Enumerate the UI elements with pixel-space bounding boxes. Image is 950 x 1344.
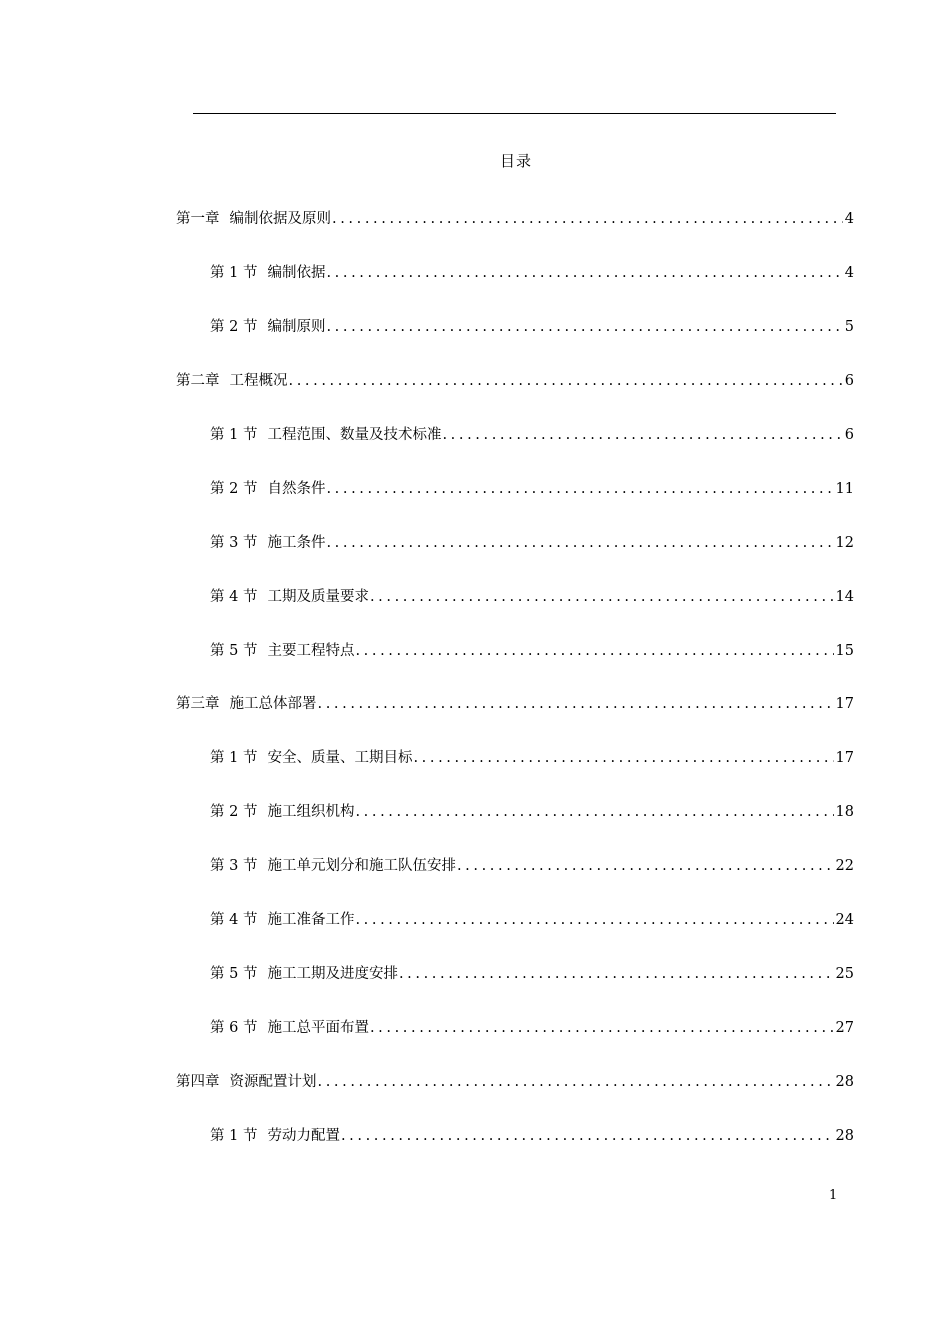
- toc-chapter-entry[interactable]: [176, 1070, 854, 1090]
- toc-entry-page: 4: [844, 264, 854, 281]
- dot-leader: [355, 643, 833, 659]
- toc-section-entry[interactable]: [210, 854, 854, 874]
- toc-entry-page: 4: [844, 211, 854, 227]
- toc-entry-label: [176, 369, 288, 390]
- toc-entry-text: 工程范围、数量及技术标准: [267, 426, 442, 443]
- toc-entry-number: 第 2 节: [210, 480, 258, 497]
- toc-entry-number: 第三章: [176, 696, 220, 713]
- toc-entry-label: [210, 746, 412, 767]
- toc-entry-label: [210, 962, 398, 983]
- toc-section-entry[interactable]: [210, 800, 854, 820]
- toc-entry-number: 第 2 节: [210, 318, 258, 335]
- toc-entry-label: [210, 315, 325, 336]
- toc-entry-page: 27: [835, 1020, 854, 1037]
- toc-entry-page: 18: [835, 804, 854, 821]
- dot-leader: [326, 265, 842, 281]
- toc-entry-number: 第二章: [176, 372, 220, 389]
- dot-leader: [457, 858, 834, 874]
- dot-leader: [318, 1074, 834, 1090]
- toc-entry-label: [210, 477, 325, 498]
- toc-entry-label: [210, 1016, 369, 1037]
- dot-leader: [442, 427, 842, 443]
- toc-section-entry[interactable]: [210, 908, 854, 928]
- toc-entry-number: 第 6 节: [210, 1020, 258, 1037]
- toc-entry-text: 主要工程特点: [267, 642, 355, 659]
- toc-entry-page: 5: [844, 318, 854, 335]
- dot-leader: [318, 696, 834, 712]
- toc-section-entry[interactable]: [210, 423, 854, 443]
- toc-section-entry[interactable]: [210, 1016, 854, 1036]
- toc-entry-number: 第 3 节: [210, 534, 258, 551]
- toc-entry-number: 第 1 节: [210, 264, 258, 281]
- toc-entry-text: 资源配置计划: [229, 1074, 317, 1091]
- toc-entry-page: 11: [835, 480, 854, 497]
- toc-entry-label: [210, 261, 325, 282]
- toc-entry-text: 施工条件: [267, 534, 326, 551]
- toc-entry-text: 施工单元划分和施工队伍安排: [267, 858, 456, 875]
- toc-entry-page: 28: [835, 1074, 854, 1091]
- toc-entry-text: 施工准备工作: [267, 912, 355, 929]
- toc-entry-text: 施工组织机构: [267, 804, 355, 821]
- toc-section-entry[interactable]: [210, 261, 854, 281]
- toc-entry-page: 17: [835, 750, 854, 767]
- dot-leader: [332, 211, 843, 227]
- toc-entry-number: 第 1 节: [210, 426, 258, 443]
- toc-entry-label: [210, 1124, 340, 1145]
- toc-entry-label: [176, 692, 317, 713]
- toc-section-entry[interactable]: [210, 1124, 854, 1144]
- toc-entry-page: 6: [844, 372, 854, 389]
- toc-entry-label: [210, 800, 354, 821]
- toc-chapter-entry[interactable]: [176, 207, 854, 227]
- toc-entry-number: 第 4 节: [210, 588, 258, 605]
- toc-entry-label: [210, 423, 441, 444]
- toc-section-entry[interactable]: [210, 315, 854, 335]
- toc-entry-label: [210, 585, 369, 606]
- dot-leader: [355, 804, 833, 820]
- dot-leader: [326, 481, 833, 497]
- dot-leader: [326, 535, 833, 551]
- toc-entry-number: 第 5 节: [210, 642, 258, 659]
- toc-entry-text: 编制依据: [267, 264, 326, 281]
- toc-entry-label: [210, 531, 325, 552]
- toc-section-entry[interactable]: [210, 585, 854, 605]
- toc-entry-page: 14: [835, 588, 854, 605]
- toc-entry-label: [210, 908, 354, 929]
- dot-leader: [370, 1020, 834, 1036]
- toc-section-entry[interactable]: [210, 746, 854, 766]
- toc-entry-page: 12: [835, 534, 854, 551]
- toc-entry-number: 第四章: [176, 1074, 220, 1091]
- toc-entry-number: 第 1 节: [210, 750, 258, 767]
- toc-entry-text: 施工工期及进度安排: [267, 966, 398, 983]
- dot-leader: [399, 966, 834, 982]
- page-number: 1: [829, 1188, 838, 1203]
- toc-entry-page: 17: [835, 696, 854, 713]
- toc-entry-page: 15: [835, 642, 854, 659]
- toc-title: 目录: [499, 152, 532, 170]
- toc-entry-text: 工期及质量要求: [267, 588, 369, 605]
- toc-entry-label: [210, 854, 456, 875]
- toc-section-entry[interactable]: [210, 477, 854, 497]
- dot-leader: [341, 1128, 834, 1144]
- toc-entry-text: 自然条件: [267, 480, 326, 497]
- dot-leader: [370, 589, 834, 605]
- toc-section-entry[interactable]: [210, 639, 854, 659]
- toc-entry-text: 施工总体部署: [229, 696, 317, 713]
- toc-section-entry[interactable]: [210, 531, 854, 551]
- toc-entry-page: 28: [835, 1127, 854, 1144]
- toc-entry-text: 安全、质量、工期目标: [267, 750, 413, 767]
- dot-leader: [355, 912, 833, 928]
- toc-entry-text: 编制依据及原则: [229, 211, 331, 227]
- dot-leader: [289, 373, 843, 389]
- toc-entry-page: 22: [835, 858, 854, 875]
- toc-entry-text: 编制原则: [267, 318, 326, 335]
- toc-entry-number: 第 5 节: [210, 966, 258, 983]
- dot-leader: [413, 750, 833, 766]
- toc-entry-text: 工程概况: [229, 372, 288, 389]
- toc-entry-number: 第 1 节: [210, 1127, 258, 1144]
- toc-entry-page: 25: [835, 966, 854, 983]
- toc-entry-number: 第 3 节: [210, 858, 258, 875]
- toc-entry-label: [210, 639, 354, 660]
- toc-entry-number: 第 4 节: [210, 912, 258, 929]
- dot-leader: [326, 319, 842, 335]
- toc-chapter-entry[interactable]: [176, 692, 854, 712]
- toc-entry-label: [176, 1070, 317, 1091]
- toc-entry-number: 第 2 节: [210, 804, 258, 821]
- toc-entry-page: 6: [844, 426, 854, 443]
- toc-chapter-entry[interactable]: [176, 369, 854, 389]
- toc-entry-page: 24: [835, 912, 854, 929]
- toc-entry-number: 第一章: [176, 211, 220, 227]
- toc-entry-label: [176, 207, 331, 228]
- toc-entry-text: 施工总平面布置: [267, 1020, 369, 1037]
- toc-entry-text: 劳动力配置: [267, 1127, 340, 1144]
- toc-section-entry[interactable]: [210, 962, 854, 982]
